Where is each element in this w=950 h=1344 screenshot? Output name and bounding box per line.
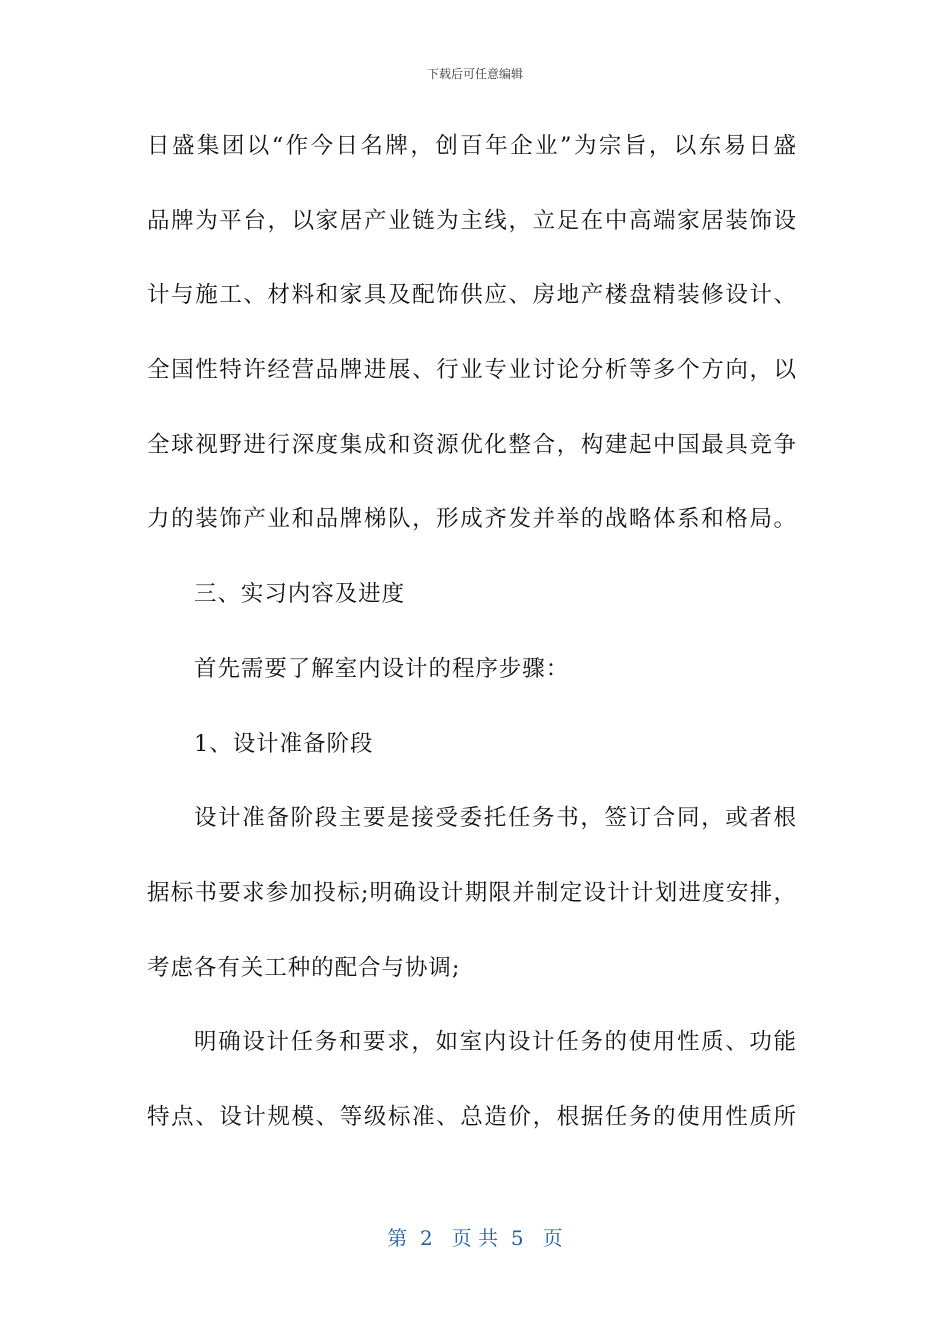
page-header-note: 下载后可任意编辑 [426, 67, 523, 81]
section-heading: 三、实习内容及进度 [194, 581, 406, 608]
text-line: 全球视野进行深度集成和资源优化整合，构建起中国最具竞争 [147, 431, 797, 458]
text-line: 特点、设计规模、等级标准、总造价，根据任务的使用性质所 [147, 1103, 797, 1130]
text-line: 日盛集团以“作今日名牌，创百年企业”为宗旨，以东易日盛 [147, 133, 797, 159]
paragraph-design-task [147, 1024, 797, 1136]
paragraph-preparation-stage [147, 800, 797, 1024]
page-number: 第 2 页 共 5 页 [387, 1226, 563, 1250]
text-line: 全国性特许经营品牌进展、行业专业讨论分析等多个方向，以 [147, 357, 797, 384]
text-line: 据标书要求参加投标;明确设计期限并制定设计计划进度安排， [147, 879, 797, 906]
text-line: 设计准备阶段主要是接受委托任务书，签订合同，或者根 [194, 805, 797, 832]
text-line: 考虑各有关工种的配合与协调; [147, 954, 461, 981]
text-line: 品牌为平台，以家居产业链为主线，立足在中高端家居装饰设 [147, 207, 797, 234]
text-line: 明确设计任务和要求，如室内设计任务的使用性质、功能 [194, 1029, 797, 1056]
text-line: 计与施工、材料和家具及配饰供应、房地产楼盘精装修设计、 [147, 282, 797, 309]
paragraph-company-intro [147, 128, 797, 576]
subsection-heading: 1、设计准备阶段 [194, 730, 374, 757]
text-line: 力的装饰产业和品牌梯队，形成齐发并举的战略体系和格局。 [147, 506, 797, 533]
paragraph-intro-steps: 首先需要了解室内设计的程序步骤： [194, 655, 570, 682]
document-body [147, 128, 797, 1136]
